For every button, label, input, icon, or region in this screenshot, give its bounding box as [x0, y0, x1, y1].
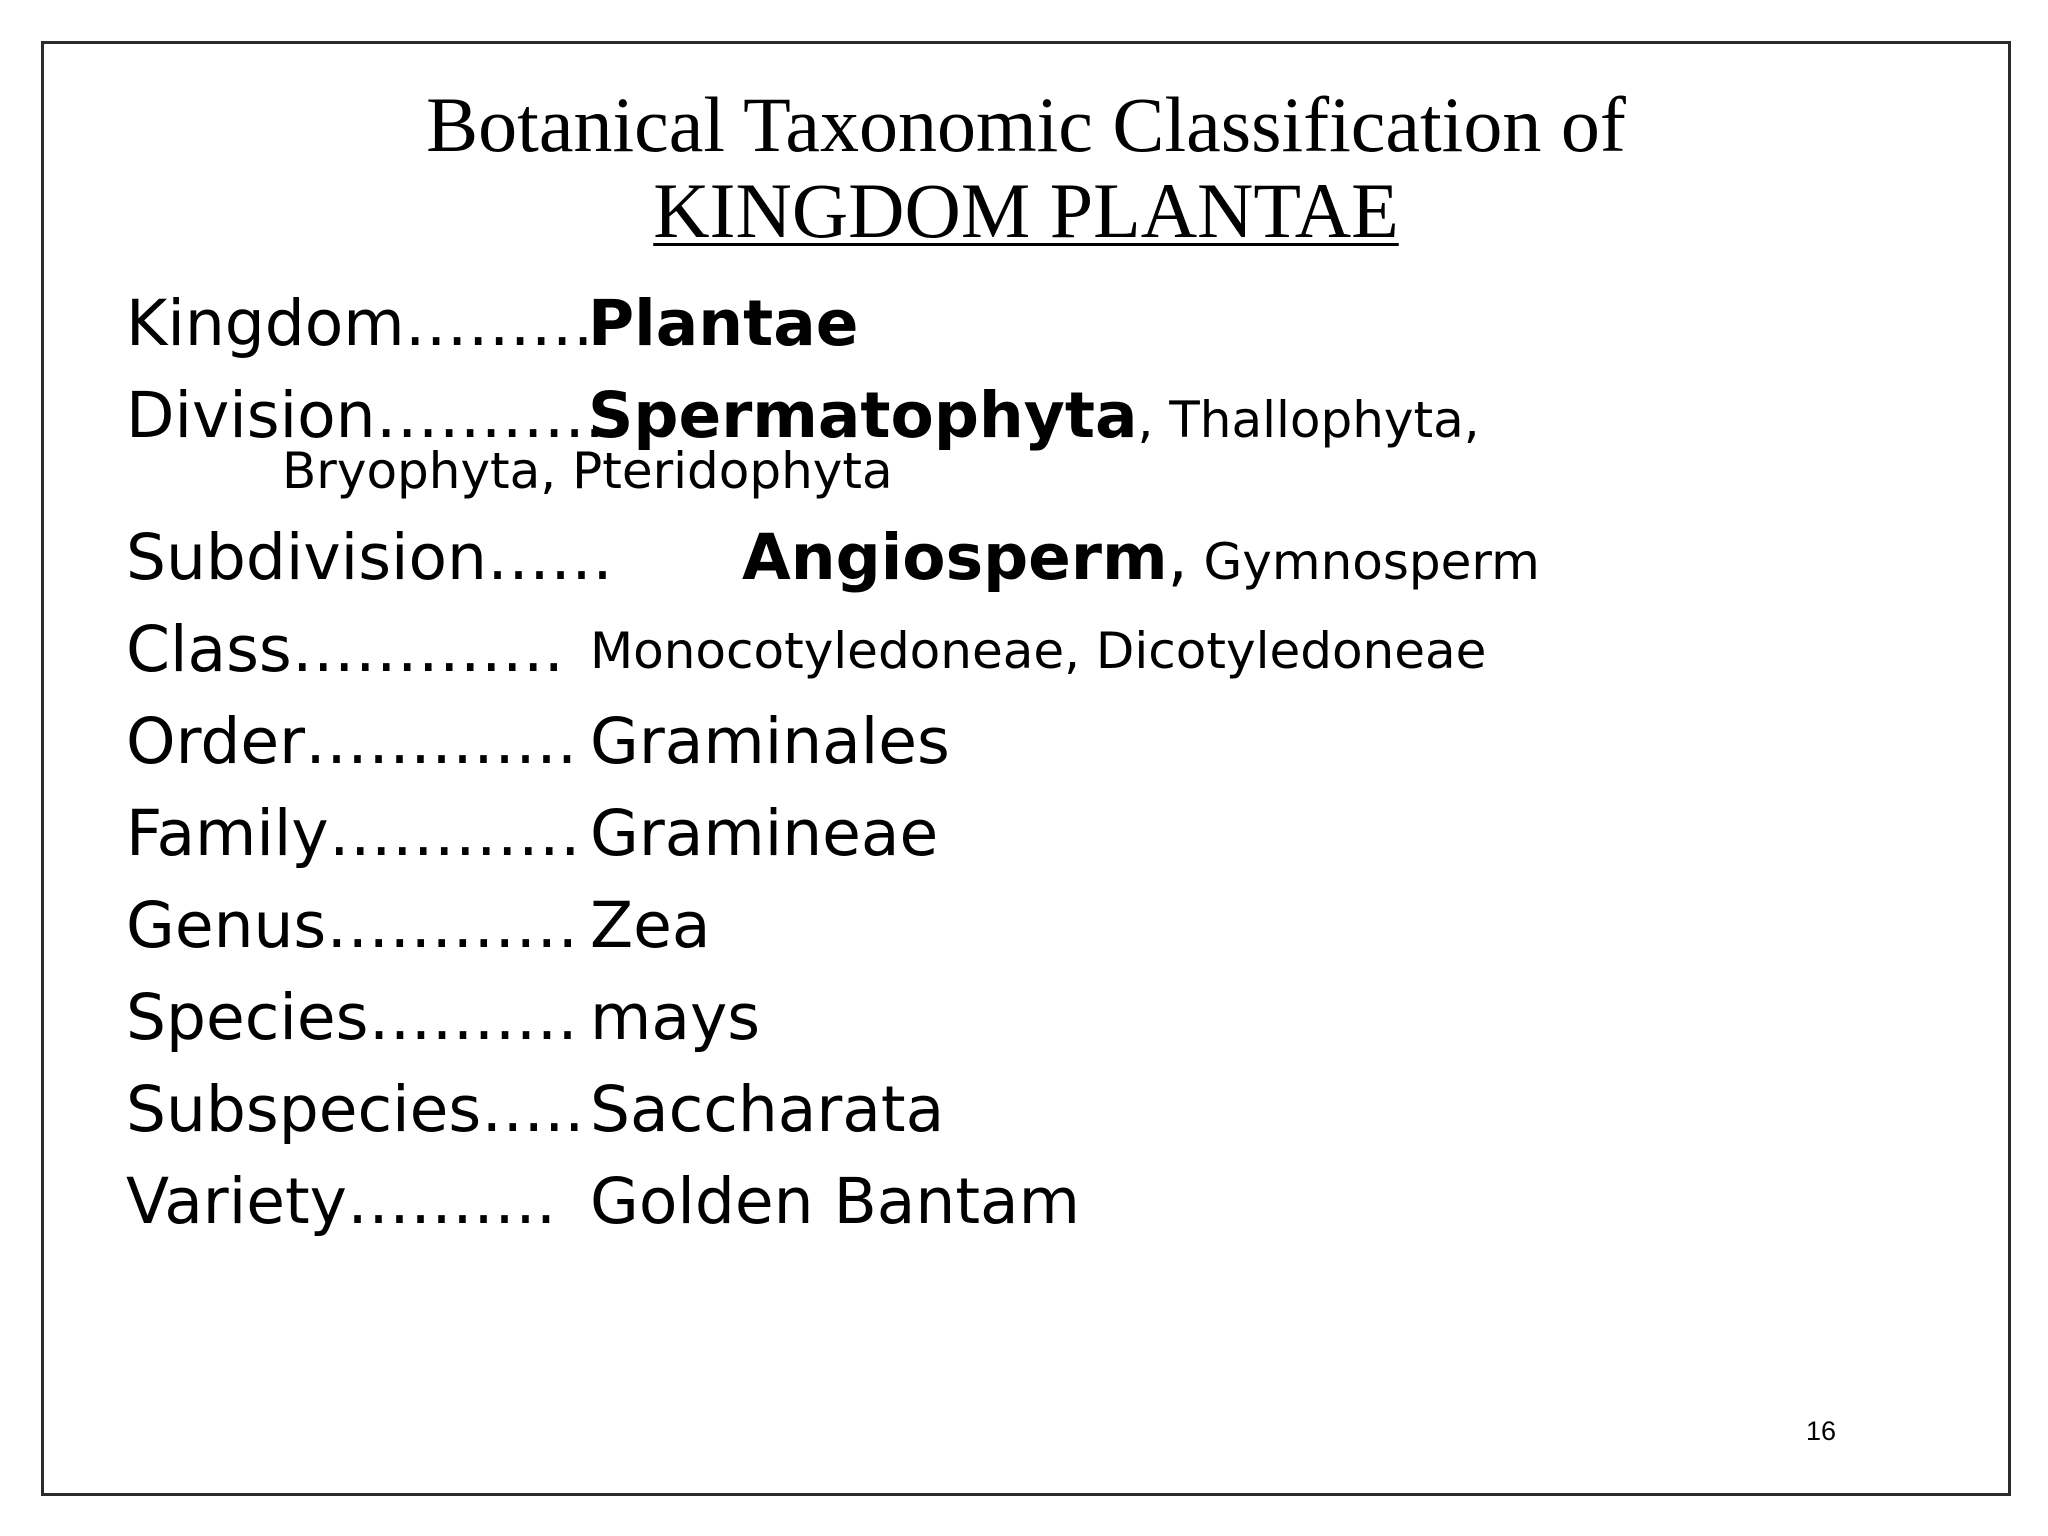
rank-label-order: Order…………. — [126, 705, 578, 778]
page-number: 16 — [1805, 1416, 1836, 1446]
rank-label-subspecies: Subspecies….. — [126, 1073, 585, 1146]
rank-value-species: mays — [590, 981, 761, 1054]
slide-frame — [41, 41, 2011, 1496]
rank-value-subdivision — [742, 521, 1540, 594]
rank-label-variety: Variety………. — [126, 1165, 556, 1238]
rank-value-order: Graminales — [590, 705, 950, 778]
rank-label-family: Family………… — [126, 797, 581, 870]
rank-value-class: Monocotyledoneae, Dicotyledoneae — [590, 622, 1487, 680]
rank-label-subdivision: Subdivision…… — [126, 521, 613, 594]
rank-label-kingdom: Kingdom……… — [126, 287, 594, 360]
rank-label-species: Species………. — [126, 981, 578, 1054]
rank-value-division-others: , Thallophyta, — [1137, 391, 1480, 449]
rank-value-genus: Zea — [590, 889, 711, 962]
rank-value-variety: Golden Bantam — [590, 1165, 1081, 1238]
rank-value-family: Gramineae — [590, 797, 939, 870]
rank-value-division-main: Spermatophyta — [588, 379, 1138, 452]
rank-value-division-continuation: Bryophyta, Pteridophyta — [282, 442, 893, 500]
slide-title-line2 — [44, 167, 2008, 254]
rank-value-subdivision-sep: , — [1167, 521, 1188, 594]
rank-value-subdivision-others: Gymnosperm — [1187, 533, 1540, 591]
rank-value-division — [588, 379, 1480, 452]
rank-value-subspecies: Saccharata — [590, 1073, 945, 1146]
rank-label-genus: Genus………… — [126, 889, 579, 962]
slide-title-kingdom: KINGDOM PLANTAE — [653, 167, 1399, 254]
rank-label-class: Class…………. — [126, 613, 564, 686]
rank-label-division: Division……….. — [126, 379, 605, 452]
rank-value-kingdom: Plantae — [588, 287, 859, 360]
slide-title-line1: Botanical Taxonomic Classification of — [426, 81, 1626, 168]
rank-value-subdivision-main: Angiosperm — [742, 521, 1168, 594]
